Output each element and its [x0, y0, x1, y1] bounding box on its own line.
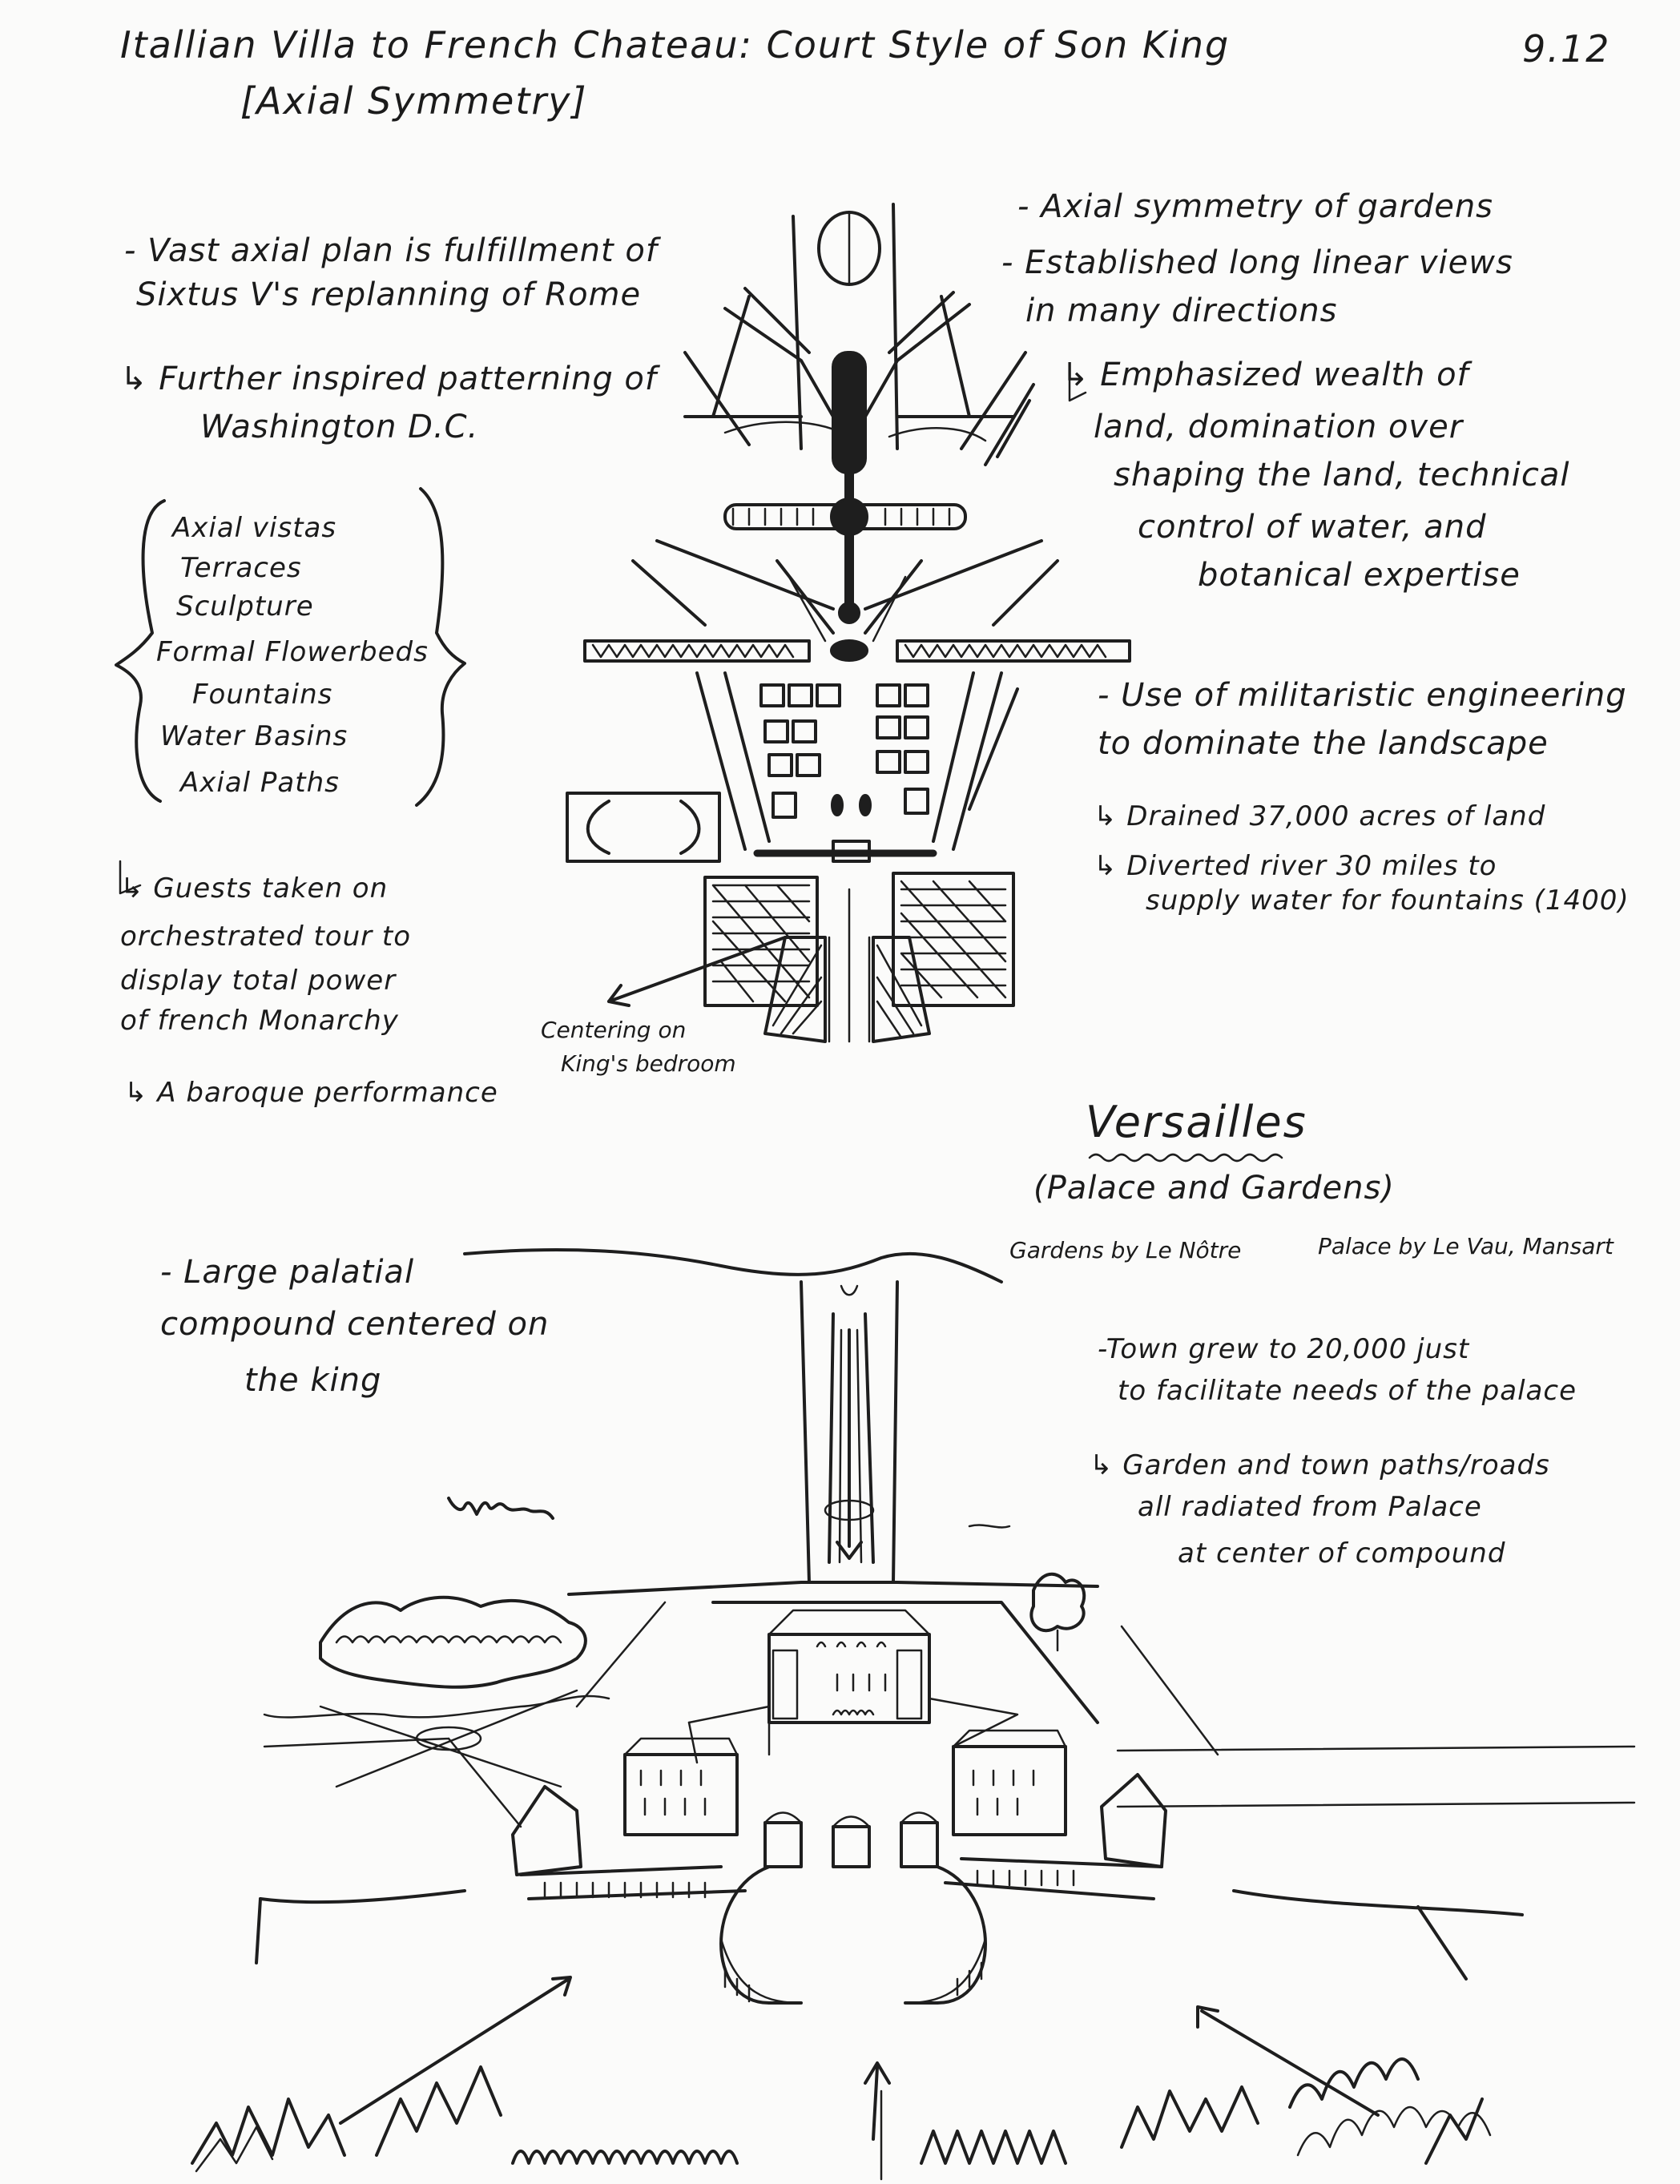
page-subtitle: [Axial Symmetry]: [240, 79, 588, 123]
page-date: 9.12: [1522, 27, 1611, 71]
note-wealth-line: ↳ Emphasized wealth of: [1062, 357, 1469, 393]
plan-label-line1: Centering on: [541, 1017, 687, 1043]
note-town-line2: to facilitate needs of the palace: [1118, 1375, 1577, 1407]
feature-item: Sculpture: [176, 590, 314, 623]
plan-label-line2: King's bedroom: [561, 1050, 736, 1077]
note-tour-line: orchestrated tour to: [120, 921, 412, 953]
feature-item: Water Basins: [160, 720, 348, 752]
left-brace-icon: [116, 501, 164, 801]
note-compound-line: the king: [244, 1362, 382, 1399]
note-wealth-line: control of water, and: [1138, 509, 1487, 546]
note-compound-line: compound centered on: [160, 1306, 550, 1343]
note-tour-line: of french Monarchy: [120, 1005, 399, 1037]
note-paths-line: ↳ Garden and town paths/roads: [1090, 1449, 1550, 1481]
versailles-perspective-sketch: [192, 1250, 1634, 2179]
note-military-line1: - Use of militaristic engineering: [1098, 677, 1627, 714]
versailles-title: Versailles: [1086, 1097, 1307, 1147]
feature-item: Axial vistas: [172, 512, 337, 544]
right-brace-icon: [417, 489, 465, 805]
note-paths-line: all radiated from Palace: [1138, 1491, 1482, 1523]
note-dc-line1: ↳ Further inspired patterning of: [120, 361, 657, 397]
note-axial-plan-line1: - Vast axial plan is fulfillment of: [124, 232, 658, 269]
note-diverted-line2: supply water for fountains (1400): [1146, 884, 1630, 917]
credit-gardens: Gardens by Le Nôtre: [1009, 1237, 1242, 1263]
versailles-subtitle: (Palace and Gardens): [1033, 1170, 1395, 1207]
garden-plan-sketch: [567, 204, 1130, 1042]
note-baroque: ↳ A baroque performance: [124, 1077, 498, 1109]
feature-item: Fountains: [192, 679, 333, 711]
feature-item: Terraces: [180, 552, 302, 584]
note-wealth-line: botanical expertise: [1198, 557, 1521, 594]
note-axial-plan-line2: Sixtus V's replanning of Rome: [136, 276, 642, 313]
note-military-line2: to dominate the landscape: [1098, 725, 1549, 762]
feature-item: Axial Paths: [180, 767, 340, 799]
note-dc-line2: Washington D.C.: [200, 409, 479, 445]
note-diverted-line1: ↳ Diverted river 30 miles to: [1094, 850, 1497, 882]
note-tour-line: ↳ Guests taken on: [120, 872, 389, 905]
note-town-line1: -Town grew to 20,000 just: [1098, 1333, 1470, 1365]
feature-item: Formal Flowerbeds: [156, 636, 429, 668]
note-wealth-line: shaping the land, technical: [1114, 457, 1570, 494]
credit-palace: Palace by Le Vau, Mansart: [1318, 1233, 1614, 1259]
note-wealth-line: land, domination over: [1094, 409, 1464, 445]
note-paths-line: at center of compound: [1178, 1537, 1506, 1569]
note-tour-line: display total power: [120, 965, 397, 997]
page-title: Itallian Villa to French Chateau: Court Style of Son King: [120, 23, 1231, 66]
note-linear-views: - Established long linear views: [1001, 244, 1513, 281]
note-compound-line: - Large palatial: [160, 1254, 415, 1291]
title-underline: [1090, 1154, 1282, 1161]
note-linear-views-line2: in many directions: [1025, 292, 1338, 329]
note-drained: ↳ Drained 37,000 acres of land: [1094, 800, 1546, 832]
note-axial-gardens: - Axial symmetry of gardens: [1017, 188, 1494, 225]
